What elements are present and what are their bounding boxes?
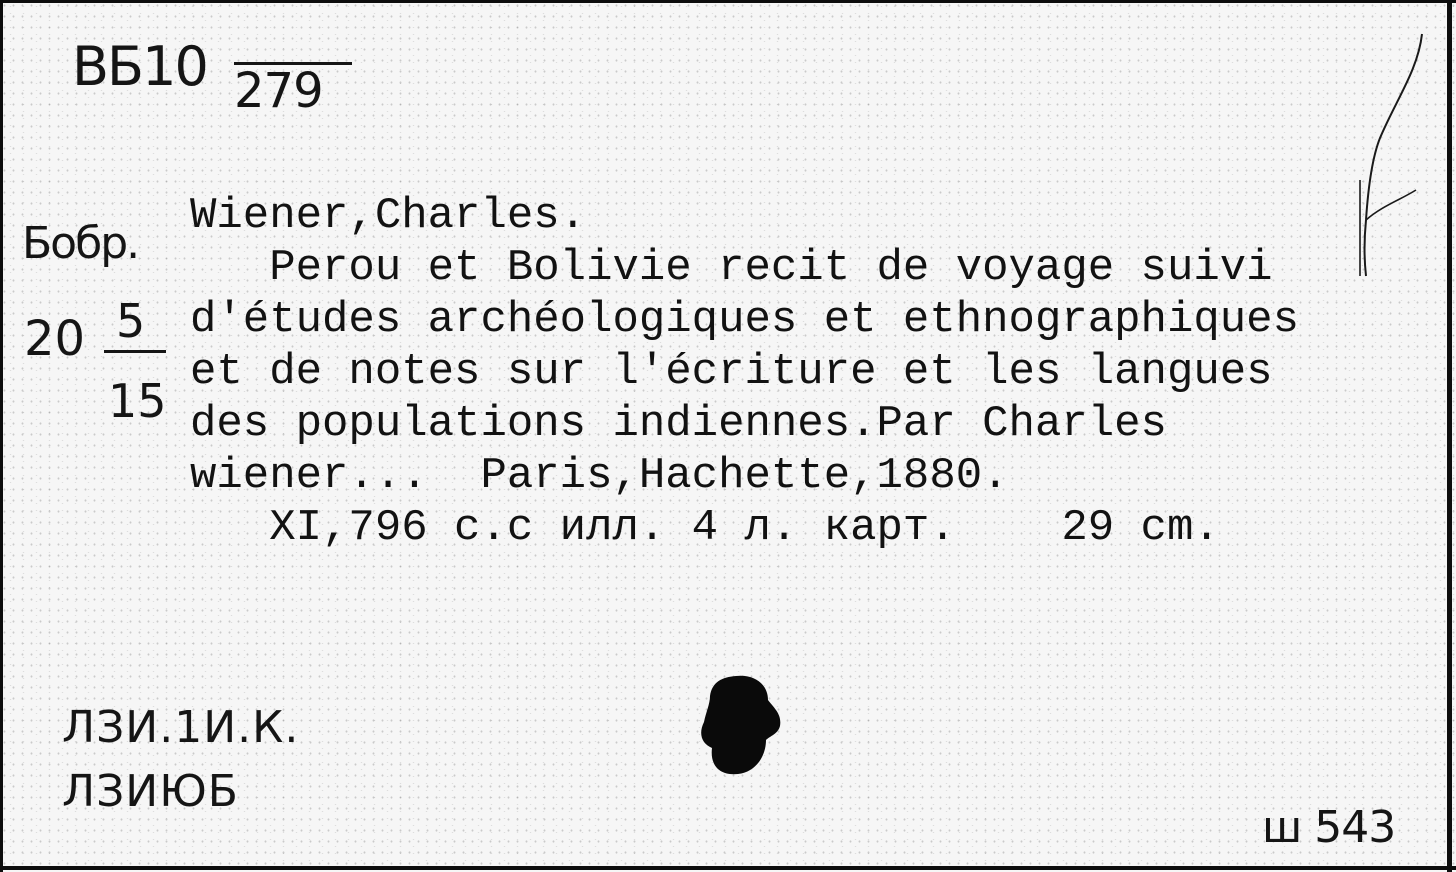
location-code-1: ЛЗИ.1И.К. — [62, 702, 300, 753]
card-bottom-edge — [0, 866, 1456, 870]
title-line-5: wiener... Paris,Hachette,1880. — [190, 451, 1009, 501]
card-right-edge — [1447, 0, 1452, 872]
title-line-4: des populations indiennes.Par Charles — [190, 399, 1167, 449]
card-top-edge — [0, 0, 1456, 3]
punch-hole — [696, 674, 788, 778]
shelf-sub-number: 279 — [234, 62, 352, 115]
title-line-1: Perou et Bolivie recit de voyage suivi — [190, 243, 1273, 293]
inventory-code: ш 543 — [1262, 802, 1396, 853]
fraction-denominator: 15 — [108, 374, 167, 428]
shelf-code: ВБ10 — [72, 35, 207, 98]
handwritten-note: Бобр. — [22, 218, 139, 269]
author-heading: Wiener,Charles. — [190, 191, 587, 241]
location-code-2: ЛЗИЮБ — [62, 766, 239, 817]
title-line-2: d'études archéologiques et ethnographiques — [190, 295, 1299, 345]
fraction-numerator: 5 — [116, 294, 146, 348]
physical-description: XI,796 с.с илл. 4 л. карт. 29 cm. — [190, 503, 1220, 553]
fraction-bar — [104, 350, 166, 353]
fraction-whole: 20 — [24, 311, 86, 367]
pen-stroke-mark — [1352, 30, 1442, 280]
card-left-edge — [0, 0, 3, 872]
title-line-3: et de notes sur l'écriture et les langues — [190, 347, 1273, 397]
